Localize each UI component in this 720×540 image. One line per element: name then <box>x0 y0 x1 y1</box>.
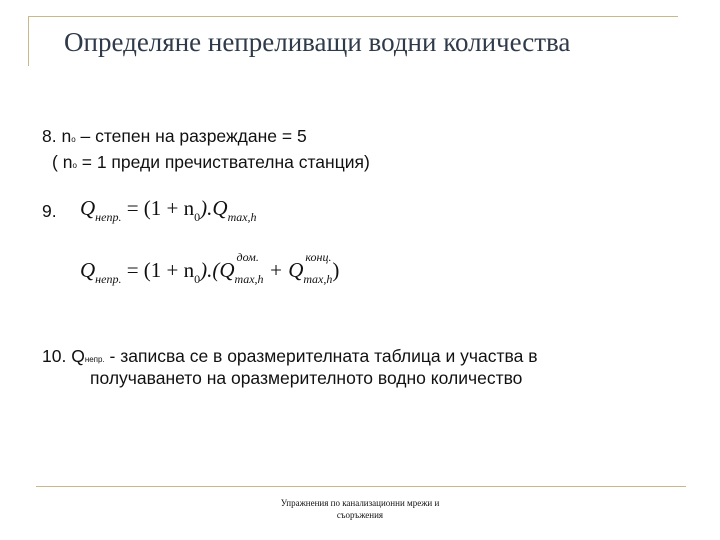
formula-2-open: ).(Q <box>200 258 235 282</box>
formula-2-max-sub: max,h <box>234 272 264 286</box>
formula-2-close: ) <box>332 258 340 282</box>
frame-left-rule <box>28 16 29 66</box>
formula-2-n-sub: 0 <box>194 272 201 286</box>
formula-1 <box>80 196 257 224</box>
formula-2-kon-stack <box>303 250 333 286</box>
formula-1-max-sub: max,h <box>227 210 257 224</box>
formula-1-eq: = (1 + n <box>121 196 195 220</box>
formula-2-dom-sup: дом. <box>236 250 259 264</box>
formula-1-close: ).Q <box>200 196 228 220</box>
footer <box>240 497 480 521</box>
formula-2-dom-stack <box>234 250 264 286</box>
formula-2-q-sub: непр. <box>95 272 122 286</box>
footer-line-2: съоръжения <box>336 510 384 520</box>
item-10-line-1 <box>42 346 538 367</box>
item-8-text-d: = 1 преди пречиствателна станция) <box>76 152 370 172</box>
formula-2-eq: = (1 + n <box>121 258 195 282</box>
formula-1-q-sub: непр. <box>95 210 122 224</box>
item-10-line-2: получаването на оразмерителното водно количество <box>90 368 523 388</box>
formula-2 <box>80 250 340 286</box>
item-8-text-c: ( n <box>52 152 73 172</box>
item-10-text-b: - записва се в оразмерителната таблица и участва в <box>104 346 538 366</box>
item-8-text-b: – степен на разреждане = 5 <box>75 126 307 146</box>
formula-1-n-sub: 0 <box>194 210 201 224</box>
item-8-text-a: 8. n <box>42 126 72 146</box>
slide-title: Определяне непреливащи водни количества <box>64 27 571 57</box>
item-8-line-2 <box>52 152 370 173</box>
formula-2-max-sub-2: max,h <box>303 272 333 286</box>
item-10-sub: непр. <box>84 355 105 364</box>
item-8-line-1 <box>42 126 307 147</box>
item-8-sub-b: о <box>72 161 77 170</box>
item-8-sub-a: о <box>71 135 76 144</box>
formula-2-q: Q <box>80 258 96 282</box>
formula-1-q: Q <box>80 196 96 220</box>
item-9-label: 9. <box>42 201 57 221</box>
item-10-text-a: 10. Q <box>42 346 85 366</box>
formula-2-plus: + Q <box>263 258 304 282</box>
footer-rule <box>36 486 686 487</box>
formula-2-kon-sup: конц. <box>305 250 332 264</box>
footer-line-1: Упражнения по канализационни мрежи и <box>280 498 440 508</box>
frame-top-rule <box>28 16 678 17</box>
